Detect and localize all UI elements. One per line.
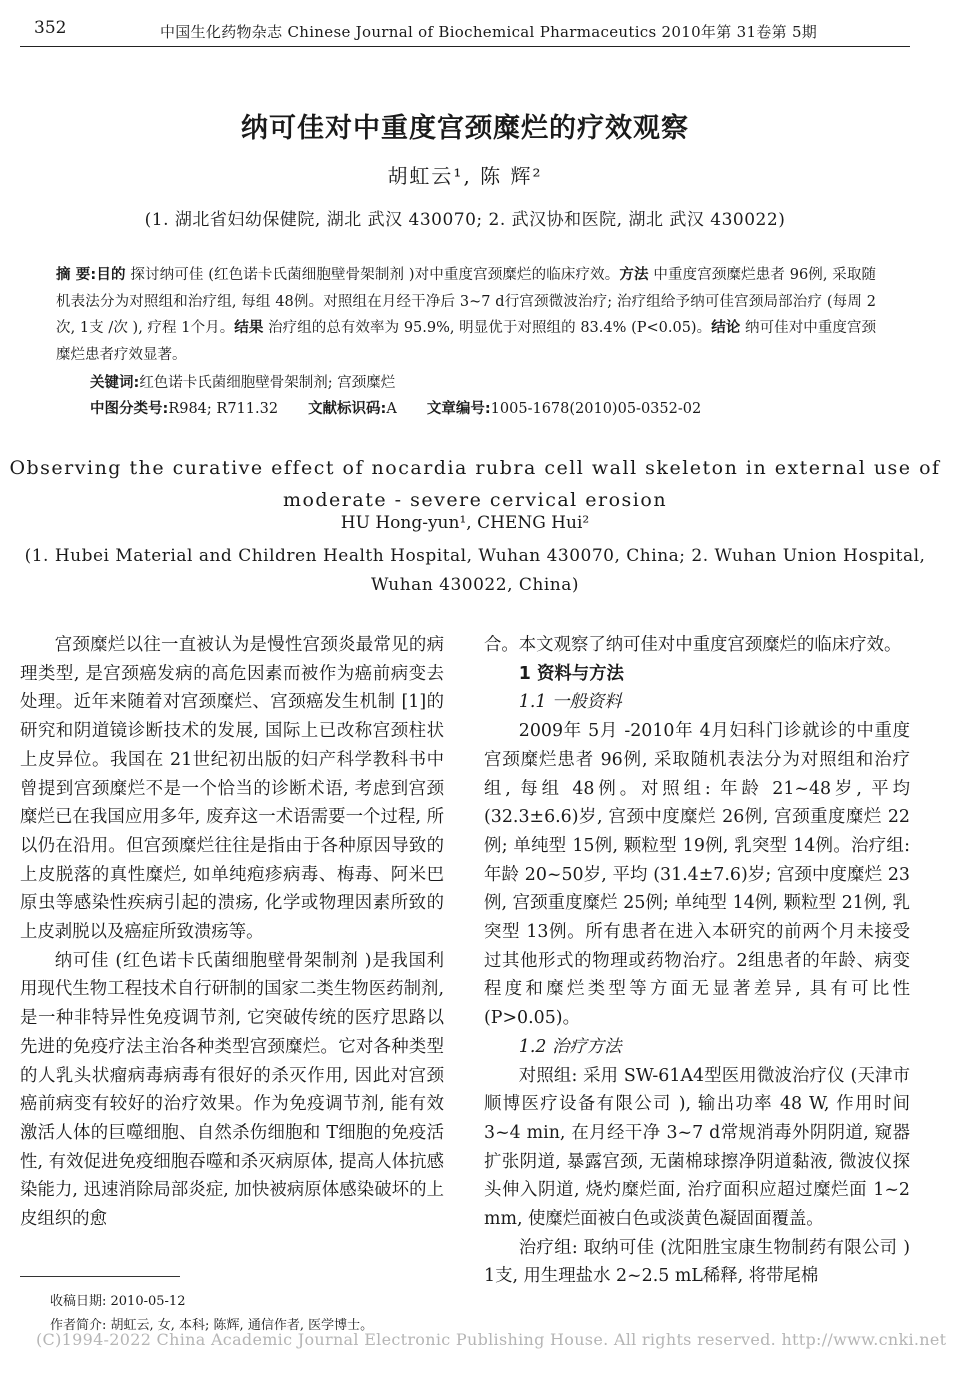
body-left-column bbox=[20, 631, 444, 1234]
english-authors: HU Hong-yun¹, CHENG Hui² bbox=[340, 513, 590, 533]
footnote-rule bbox=[20, 1276, 180, 1277]
conclusion-label: 结论 bbox=[711, 320, 741, 336]
keywords-label: 关键词: bbox=[90, 375, 140, 391]
author-bio: 作者简介: 胡虹云, 女, 本科; 陈辉, 通信作者, 医学博士。 bbox=[50, 1318, 374, 1333]
received-date: 收稿日期: 2010-05-12 bbox=[50, 1294, 186, 1309]
result-text: 治疗组的总有效率为 95.9%, 明显优于对照组的 83.4% (P<0.05)。 bbox=[263, 320, 712, 336]
article-no-value: 1005-1678(2010)05-0352-02 bbox=[490, 401, 702, 417]
english-affiliations: (1. Hubei Material and Children Health Hospital, Wuhan 430070, China; 2. Wuhan Union Hospital, Wuhan 430022, China) bbox=[24, 546, 926, 595]
journal-header: 中国生化药物杂志 Chinese Journal of Biochemical Pharmaceutics 2010年第 31卷第 5期 bbox=[160, 23, 818, 41]
keywords bbox=[90, 370, 910, 397]
body-paragraph: 宫颈糜烂以往一直被认为是慢性宫颈炎最常见的病理类型, 是宫颈癌发病的高危因素而被作为癌前病变去处理。近年来随着对宫颈糜烂、宫颈癌发生机制 [1]的研究和阴道镜诊断技术的发展, 国际上已改称宫颈柱状上皮异位。我国在 21世纪初出版的妇产科学教科书中曾提到宫颈糜烂不是一个恰当的诊断术语, 考虑到宫颈糜烂已在我国应用多年, 废弃这一术语需要一个过程, 所以仍在沿用。但宫颈糜烂往往是指由于各种原因导致的上皮脱落的真性糜烂, 如单纯疱疹病毒、梅毒、阿米巴原虫等感染性疾病引起的溃疡, 化学或物理因素所致的上皮剥脱以及癌症所致溃疡等。 bbox=[20, 635, 444, 943]
conclusion-text: 纳可佳对中重度宫颈糜烂患者疗效显著。 bbox=[56, 320, 877, 363]
classification-line bbox=[90, 397, 701, 418]
section-heading: 1 资料与方法 bbox=[518, 663, 624, 684]
abstract-label: 摘 要: bbox=[56, 267, 97, 283]
body-paragraph: 纳可佳 (红色诺卡氏菌细胞壁骨架制剂 )是我国利用现代生物工程技术自行研制的国家二类生物医药制剂, 是一种非特异性免疫调节剂, 它突破传统的医疗思路以先进的免疫疗法主治各种类型宫颈糜烂。它对各种类型的人乳头状瘤病毒病毒有很好的杀灭作用, 因此对宫颈癌前病变有较好的治疗效果。作为免疫调节剂, 能有效激活人体的巨噬细胞、自然杀伤细胞和 T细胞的免疫活性, 有效促进免疫细胞吞噬和杀灭病原体, 提高人体抗感染能力, 迅速消除局部炎症, 加快被病原体感染破坏的上皮组织的愈 bbox=[20, 950, 444, 1230]
article-authors: 胡虹云¹, 陈 辉² bbox=[387, 164, 543, 188]
body-paragraph: 对照组: 采用 SW-61A4型医用微波治疗仪 (天津市顺博医疗设备有限公司 ), 输出功率 48 W, 作用时间 3~4 min, 在月经干净 3~7 d常规消毒外阴阴道, 窥器扩张阴道, 暴露宫颈, 无菌棉球擦净阴道黏液, 微波仪探头伸入阴道, 烧灼糜烂面, 治疗面积应超过糜烂面 1~2 mm, 使糜烂面被白色或淡黄色凝固面覆盖。 bbox=[484, 1065, 910, 1230]
clc-value: R984; R711.32 bbox=[168, 401, 279, 417]
subsection-heading: 1.2 治疗方法 bbox=[518, 1036, 622, 1057]
doc-code-label: 文献标识码: bbox=[308, 401, 387, 417]
body-paragraph: 合。本文观察了纳可佳对中重度宫颈糜烂的临床疗效。 bbox=[484, 635, 902, 655]
abstract bbox=[56, 262, 876, 368]
article-affiliations: (1. 湖北省妇幼保健院, 湖北 武汉 430070; 2. 武汉协和医院, 湖北 武汉 430022) bbox=[144, 210, 786, 230]
result-label: 结果 bbox=[234, 320, 264, 336]
header-rule bbox=[20, 46, 910, 47]
method-text: 中重度宫颈糜烂患者 96例, 采取随机表法分为对照组和治疗组, 每组 48例。对照组在月经干净后 3~7 d行宫颈微波治疗; 治疗组给予纳可佳宫颈局部治疗 (每周 2次, 1支 /次 ), 疗程 1个月。 bbox=[56, 267, 877, 336]
objective-text: 探讨纳可佳 (红色诺卡氏菌细胞壁骨架制剂 )对中重度宫颈糜烂的临床疗效。 bbox=[125, 267, 620, 283]
body-paragraph: 治疗组: 取纳可佳 (沈阳胜宝康生物制药有限公司 ) 1支, 用生理盐水 2~2.5 mL稀释, 将带尾棉 bbox=[484, 1237, 910, 1287]
clc-label: 中图分类号: bbox=[90, 401, 169, 417]
method-label: 方法 bbox=[619, 267, 649, 283]
doc-code-value: A bbox=[386, 401, 397, 417]
article-title: 纳可佳对中重度宫颈糜烂的疗效观察 bbox=[241, 113, 689, 144]
body-right-column bbox=[484, 631, 910, 1291]
body-paragraph: 2009年 5月 -2010年 4月妇科门诊就诊的中重度宫颈糜烂患者 96例, 采取随机表法分为对照组和治疗组, 每组 48例。对照组: 年龄 21~48岁, 平均 (32.3±6.6)岁, 宫颈中度糜烂 26例, 宫颈重度糜烂 22例; 单纯型 15例, 颗粒型 19例, 乳突型 14例。治疗组: 年龄 20~50岁, 平均 (31.4±7.6)岁; 宫颈中度糜烂 23例, 宫颈重度糜烂 25例; 单纯型 14例, 颗粒型 21例, 乳突型 13例。所有患者在进入本研究的前两个月未接受过其他形式的物理或药物治疗。2组患者的年龄、病变程度和糜烂类型等方面无显著差异, 具有可比性 (P>0.05)。 bbox=[484, 721, 910, 1029]
objective-label: 目的 bbox=[96, 267, 126, 283]
subsection-heading: 1.1 一般资料 bbox=[518, 692, 622, 713]
copyright-watermark: (C)1994-2022 China Academic Journal Electronic Publishing House. All rights reserved. http://www.cnki.net bbox=[36, 1330, 947, 1349]
english-title: Observing the curative effect of nocardia rubra cell wall skeleton in external use of moderate - severe cervical erosion bbox=[9, 457, 941, 511]
page-number: 352 bbox=[34, 18, 67, 38]
article-no-label: 文章编号: bbox=[426, 401, 491, 417]
keywords-text: 红色诺卡氏菌细胞壁骨架制剂; 宫颈糜烂 bbox=[139, 375, 396, 391]
